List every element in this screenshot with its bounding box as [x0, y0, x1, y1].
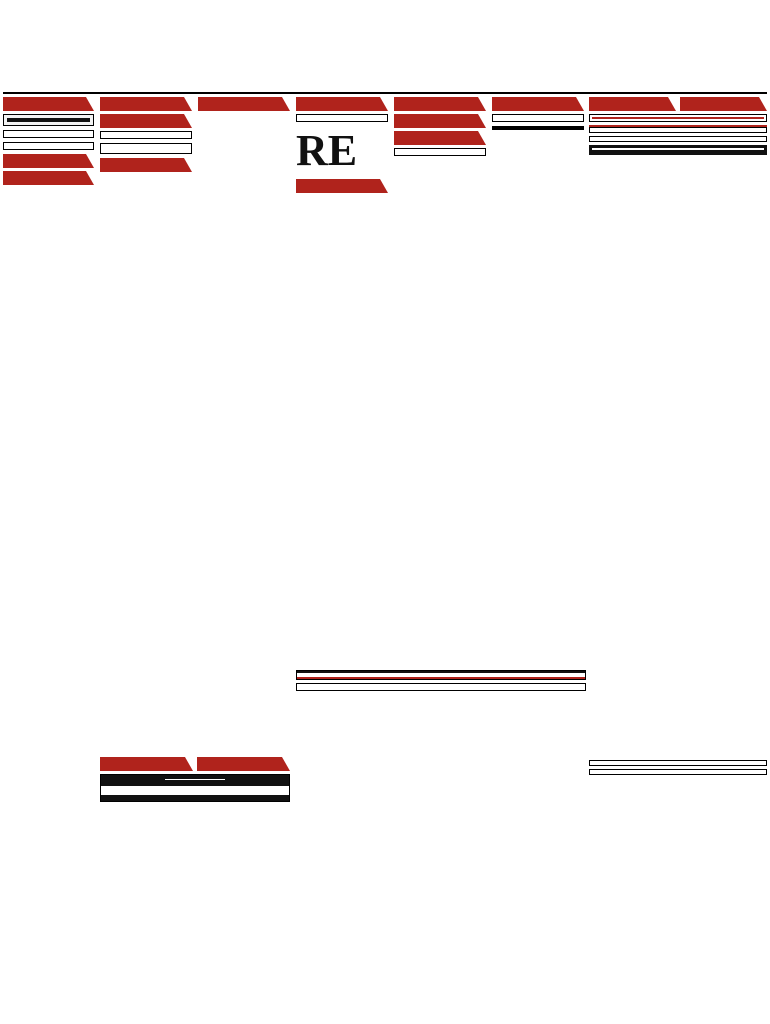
recycle-letters: RE	[296, 126, 358, 175]
vacancy-section	[589, 760, 767, 1022]
ad-join-our-team	[589, 145, 767, 155]
section-header-for-sale	[100, 114, 192, 128]
ad-parkview-village	[3, 142, 94, 150]
section-header-help-wanted-4	[589, 97, 676, 111]
section-header-notices-2	[197, 757, 290, 771]
section-header-help-wanted-3	[492, 97, 584, 111]
masthead-title	[3, 5, 767, 100]
ad-phone	[7, 120, 90, 122]
ad-basin-yard-sale	[589, 136, 767, 142]
ad-title	[592, 117, 764, 119]
column-mobile-homes	[394, 97, 486, 752]
ad-vacancy-psychologist	[589, 760, 767, 766]
hospital-ads-section	[296, 670, 586, 1022]
ad-powell-self-storage	[3, 114, 94, 126]
section-header-services-offered	[296, 97, 388, 111]
masthead-rule	[3, 92, 767, 94]
column-help-wanted-wide	[589, 97, 767, 757]
section-header-announcements	[198, 97, 290, 111]
section-header-for-rent	[3, 97, 94, 111]
ad-greenhouse-gardens	[100, 143, 192, 154]
section-header-help-wanted-5	[680, 97, 767, 111]
ad-kings-inn	[492, 114, 584, 122]
section-header-farm-equipment	[3, 171, 94, 185]
section-header-to-give-away	[394, 114, 486, 128]
column-help-wanted	[492, 97, 584, 752]
section-header-help-wanted	[296, 179, 388, 193]
ad-cowboy-timber	[100, 131, 192, 139]
section-header-help-wanted-2	[394, 131, 486, 145]
ad-northwest-college	[394, 148, 486, 156]
column-cars-trucks	[100, 97, 192, 752]
section-header-real-estate	[100, 158, 192, 172]
ad-title	[592, 148, 764, 150]
section-header-cars-trucks	[100, 97, 192, 111]
ad-text	[101, 795, 289, 801]
ad-receptionist-bookkeeper	[589, 127, 767, 133]
column-services	[296, 97, 388, 752]
section-header-mobile-homes	[394, 97, 486, 111]
section-header-pets	[3, 154, 94, 168]
notice-badge	[165, 779, 225, 780]
section-header-notices	[100, 757, 193, 771]
ad-long-term-care	[296, 670, 586, 680]
column-announcements	[198, 97, 290, 752]
ad-text	[297, 677, 585, 679]
notices-section	[100, 757, 290, 1022]
ad-school-milk-notice	[100, 774, 290, 802]
ad-reduce-reuse-recycle	[296, 126, 388, 176]
ad-recycle	[492, 126, 584, 130]
ad-hydroseeding	[296, 114, 388, 122]
ad-vacancy-bus-driver	[589, 769, 767, 775]
ad-north-big-horn-hospital	[296, 683, 586, 691]
ad-temporary-farmworkers	[589, 114, 767, 122]
column-for-rent	[3, 97, 94, 1022]
ad-rocky-mountain-manor	[3, 130, 94, 138]
